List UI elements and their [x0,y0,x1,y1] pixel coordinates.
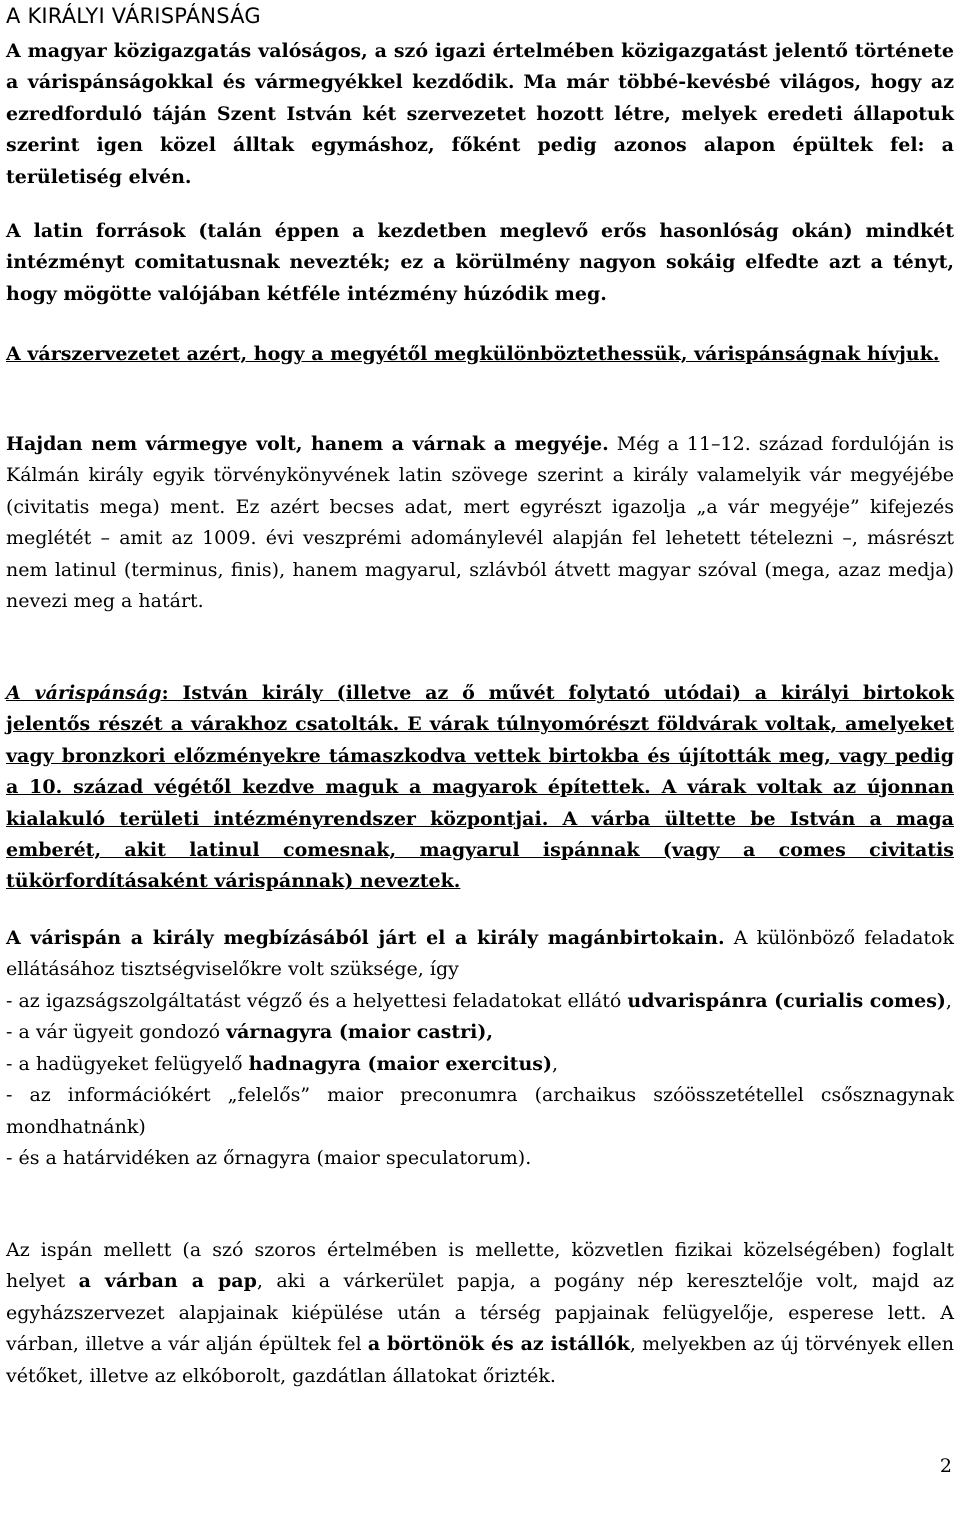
paragraph-intro [6,36,954,193]
list-item: - és a határvidéken az őrnagyra (maior speculatorum). [6,1147,532,1170]
paragraph-varszervezet: A várszervezetet azért, hogy a megyétől megkülönböztethessük, várispánságnak hívjuk. [6,343,940,365]
hajdan-dash: – [711,433,721,455]
officials-list [6,986,954,1174]
list-item: - a vár ügyeit gondozó várnagyra (maior castri), [6,1021,493,1044]
varispansag-term: A várispánság [6,682,162,704]
pap-bold: a várban a pap [78,1270,257,1293]
page-number: 2 [939,1455,952,1477]
hajdan-text-1: Még a 11 [608,433,712,455]
varispan-bold: A várispán a király megbízásából járt el a király magánbirtokain. [6,927,725,949]
list-item: - az információkért „felelős” maior preconumra (archaikus szóösszetétellel csősznagynak mondhatnánk) [6,1084,954,1138]
intro-sentence-1: A magyar közigazgatás valóságos, a szó igazi értelmében közigazgatást jelentő története a várispánságokkal és vármegyékkel kezdődik. [6,40,954,94]
paragraph-pap: Az ispán mellett (a szó szoros értelmében is mellette, közvetlen fizikai közelségében) foglalt helyet a várban a pap, aki a várkerület papja, a pogány nép keresztelője volt, majd az egyházszervezet alapjainak kiépülése után a térség papjainak felügyelője, esperese lett. A várban, illetve a vár alján épültek fel a börtönök és az istállók, melyekben az új törvények ellen vétőket, illetve az elkóborolt, gazdátlan állatokat őrizték. [6,1239,954,1387]
hajdan-text-2: 12. század fordulóján is Kálmán király egyik törvénykönyvének latin szövege szerint a király valamelyik vár megyéjébe (civitatis mega) ment. Ez azért becses adat, mert egyrészt igazolja „a vár megyéje” kifejezés meglétét – amit az 1009. évi veszprémi adománylevél alapján fel lehetett tételezni –, másrészt nem latinul (terminus, finis), hanem magyarul, szlávból átvett magyar szóval (mega, azaz medja) nevezi meg a határt. [6,433,954,613]
varispan-text: A különböző feladatok ellátásához tisztségviselőkre volt szüksége, így [6,927,954,981]
paragraph-hajdan [6,429,954,617]
list-item: - az igazságszolgáltatást végző és a helyettesi feladatokat ellátó udvarispánra (curialis comes), [6,990,952,1012]
list-item: - a hadügyeket felügyelő hadnagyra (maior exercitus), [6,1052,558,1075]
varispansag-text: : István király (illetve az ő művét folytató utódai) a királyi birtokok jelentős részét a várakhoz csatolták. E várak túlnyomórészt földvárak voltak, amelyeket vagy bronzkori előzményekre támaszkodva vettek birtokba és újították meg, vagy pedig a 10. század végétől kezdve maguk a magyarok építettek. A várak voltak az újonnan kialakuló területi intézményrendszer központjai. A várba ültette be István a maga emberét, akit latinul comesnak, magyarul ispánnak (vagy a comes civitatis tükörfordításaként várispánnak) neveztek. [6,682,954,893]
paragraph-varispan [6,923,954,986]
paragraph-latin-sources: A latin források (talán éppen a kezdetben meglevő erős hasonlóság okán) mindkét intézményt comitatusnak nevezték; ez a körülmény nagyon sokáig elfedte azt a tényt, hogy mögötte valójában kétféle intézmény húzódik meg. [6,220,954,305]
page-title: A KIRÁLYI VÁRISPÁNSÁG [6,4,261,28]
paragraph-varispansag [6,678,954,898]
borton-bold: a börtönök és az istállók [367,1333,630,1356]
intro-sentence-2: Ma már többé-kevésbé világos, hogy az ezredforduló táján Szent István két szervezetet hozott létre, melyek eredeti állapotuk szerint igen közel álltak egymáshoz, főként pedig azonos alapon épültek fel: a területiség elvén. [6,71,954,188]
hajdan-bold: Hajdan nem vármegye volt, hanem a várnak a megyéje. [6,433,609,455]
